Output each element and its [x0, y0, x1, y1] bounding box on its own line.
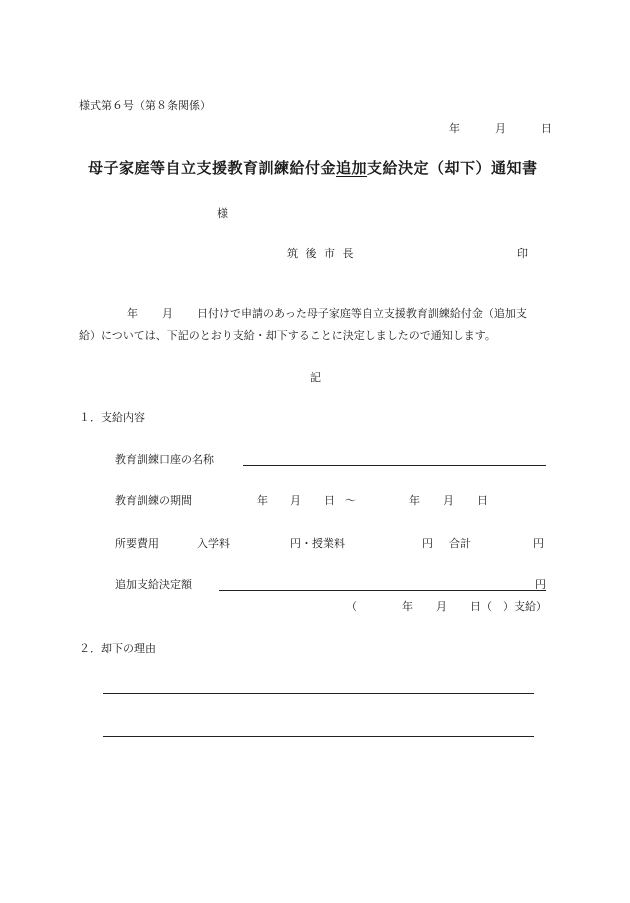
- reason-line-1: [103, 693, 534, 694]
- body-text-line2: 給）については、下記のとおり支給・却下することに決定しましたので通知します。: [79, 329, 496, 342]
- date-day: 日: [541, 122, 552, 135]
- payment-year: 年: [402, 600, 413, 613]
- body-month: 月: [162, 307, 173, 320]
- tuition-label: 円・授業料: [290, 537, 345, 550]
- body-year: 年: [127, 307, 138, 320]
- title-underlined: 追加: [336, 159, 368, 177]
- period-month1: 月: [290, 494, 301, 507]
- decision-yen: 円: [535, 578, 546, 591]
- period-year1: 年: [257, 494, 268, 507]
- date-month: 月: [495, 122, 506, 135]
- reason-line-2: [103, 736, 534, 737]
- body-text-line1: 日付けで申請のあった母子家庭等自立支援教育訓練給付金（追加支: [197, 307, 527, 320]
- cost-label: 所要費用: [115, 537, 159, 550]
- section1-heading: １．支給内容: [79, 411, 145, 424]
- decision-amount-line: [219, 590, 546, 591]
- payment-month: 月: [436, 600, 447, 613]
- period-year2: 年: [409, 494, 420, 507]
- entrance-fee-label: 入学料: [197, 537, 230, 550]
- recipient-honorific: 様: [217, 207, 228, 220]
- document-title: [88, 157, 538, 178]
- seal-mark: 印: [517, 247, 528, 260]
- period-day2: 日: [477, 494, 488, 507]
- decision-amount-label: 追加支給決定額: [115, 578, 192, 591]
- period-tilde: ～: [345, 494, 356, 507]
- title-part3: 支給決定（却下）通知書: [367, 159, 538, 177]
- yen-tuition: 円: [422, 537, 433, 550]
- period-month2: 月: [443, 494, 454, 507]
- form-number: 様式第６号（第８条関係）: [79, 99, 211, 112]
- account-name-line: [243, 465, 546, 466]
- issuer-name: 筑 後 市 長: [287, 247, 356, 260]
- account-name-label: 教育訓練口座の名称: [115, 453, 214, 466]
- payment-day: 日（ ）支給）: [470, 600, 547, 613]
- total-label: 合計: [449, 537, 471, 550]
- period-label: 教育訓練の期間: [115, 494, 192, 507]
- date-year: 年: [449, 122, 460, 135]
- period-day1: 日: [324, 494, 335, 507]
- yen-total: 円: [533, 537, 544, 550]
- ki-note: 記: [310, 371, 321, 384]
- title-part1: 母子家庭等自立支援教育訓練給付金: [88, 159, 337, 177]
- section2-heading: ２．却下の理由: [79, 642, 156, 655]
- payment-paren-open: （: [346, 600, 357, 613]
